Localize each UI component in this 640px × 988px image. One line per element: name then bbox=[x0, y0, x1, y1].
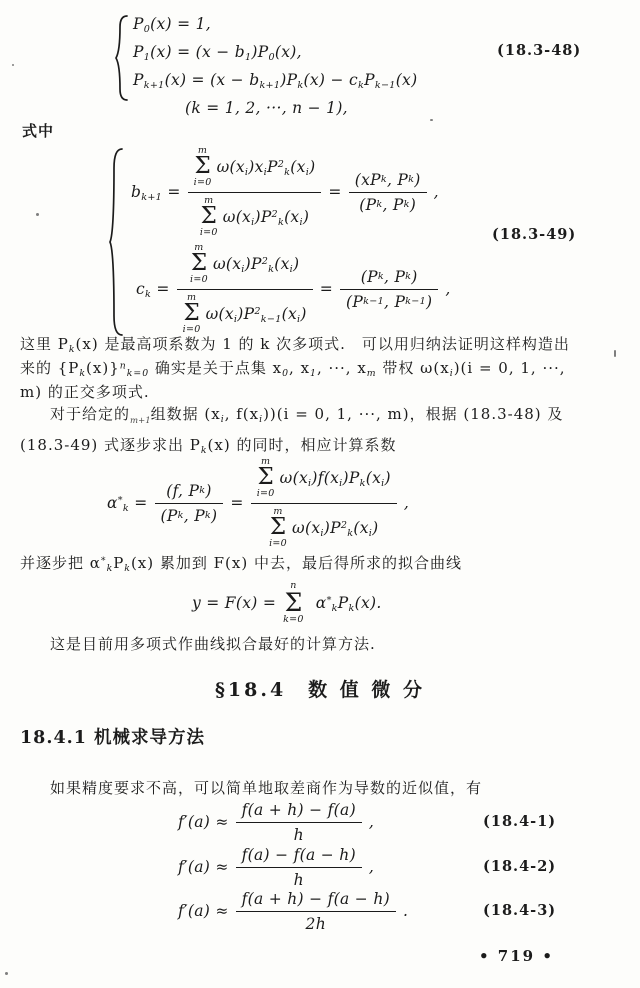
sigma-icon: Σ bbox=[183, 299, 200, 326]
deriv-den: 2h bbox=[305, 914, 326, 933]
alpha-f2-den-expr: $\omega(x_i)P^2_k(x_i)$ bbox=[292, 518, 379, 539]
equation-label-18-4-2: (18.4-2) bbox=[483, 858, 557, 875]
equals-sign: = bbox=[319, 280, 334, 298]
alpha-f1-den: (P k , P k ) bbox=[160, 506, 218, 525]
alpha-fraction-2 bbox=[251, 456, 397, 550]
eq49-b-lhs: $b_{k+1}$ = bbox=[131, 183, 181, 204]
smudged-text: m+1 bbox=[130, 416, 151, 426]
sum-upper-limit: m bbox=[204, 194, 214, 206]
sigma-icon: Σ bbox=[190, 250, 208, 277]
eq48-line3: $P_{k+1}(x) = (x - b_{k+1})P_k(x) - c_kP_{k-1}(x)$ bbox=[133, 71, 418, 92]
deriv-fraction bbox=[236, 845, 362, 890]
eq49-c-rhs-fraction bbox=[340, 267, 438, 312]
text-segment: 对于给定的 bbox=[50, 405, 131, 423]
comma: , bbox=[445, 280, 451, 298]
derivative-equation-3 bbox=[178, 889, 408, 933]
deriv-lhs: f′(a) ≈ bbox=[178, 813, 229, 831]
alpha-f2-num-expr: $\omega(x_i)f(x_i)P_k(x_i)$ bbox=[279, 469, 391, 490]
sum-lower-limit: i=0 bbox=[193, 177, 212, 189]
eq49-b-rhs-num: (xP k , P k ) bbox=[349, 170, 427, 193]
deriv-den: h bbox=[293, 825, 304, 844]
scan-speck bbox=[614, 350, 616, 357]
sum-lower-limit: k=0 bbox=[283, 613, 304, 625]
eq49-c-lhs: $c_k$ = bbox=[136, 280, 170, 301]
eq49-b-row bbox=[131, 144, 439, 240]
eq49-c-den-expr: $\omega(x_i)P^2_{k-1}(x_i)$ bbox=[205, 304, 307, 325]
eq49-c-rhs-num: (P k , P k ) bbox=[340, 267, 438, 290]
left-brace-eq48 bbox=[114, 14, 130, 102]
sum-upper-limit: n bbox=[290, 579, 297, 591]
fit-lhs: y = F(x) = bbox=[192, 594, 277, 612]
fitted-curve-equation bbox=[192, 577, 382, 629]
fit-rhs: $\alpha^*_kP_k(x)$. bbox=[315, 594, 382, 615]
comma: , bbox=[368, 858, 375, 876]
sigma-icon: Σ bbox=[194, 153, 211, 180]
deriv-lhs: f′(a) ≈ bbox=[178, 858, 229, 876]
summation bbox=[269, 507, 287, 550]
summation bbox=[257, 457, 275, 500]
equation-label-18-3-48: (18.3-48) bbox=[497, 42, 582, 59]
equation-label-18-4-1: (18.4-1) bbox=[483, 813, 557, 830]
sum-upper-limit: m bbox=[194, 241, 204, 253]
eq49-c-num-expr: $\omega(x_i)P^2_k(x_i)$ bbox=[212, 255, 300, 276]
scan-speck bbox=[12, 64, 14, 66]
comma: , bbox=[403, 494, 410, 512]
alpha-fraction-1 bbox=[155, 481, 224, 526]
sum-upper-limit: m bbox=[186, 291, 197, 303]
sum-lower-limit: i=0 bbox=[269, 537, 288, 549]
equals-sign: = bbox=[230, 494, 244, 512]
paragraph-line: 这里 $P_k(x)$ 是最高项系数为 1 的 k 次多项式. 可以用归纳法证明这样构造出 bbox=[20, 335, 570, 355]
comma: . bbox=[402, 902, 409, 920]
deriv-fraction bbox=[236, 889, 396, 934]
sum-lower-limit: i=0 bbox=[256, 488, 275, 500]
equation-label-18-4-3: (18.4-3) bbox=[483, 902, 557, 919]
sum-upper-limit: m bbox=[261, 455, 271, 467]
summation bbox=[190, 243, 208, 286]
left-brace-eq49 bbox=[108, 147, 126, 337]
where-text: 式中 bbox=[22, 122, 55, 140]
comma: , bbox=[368, 813, 375, 831]
sigma-icon: Σ bbox=[257, 464, 274, 491]
summation bbox=[283, 581, 304, 626]
paragraph-line: (18.3-49) 式逐步求出 $P_k(x)$ 的同时，相应计算系数 bbox=[20, 436, 397, 456]
derivative-equation-2 bbox=[178, 845, 374, 889]
eq48-line2: $P_1(x) = (x - b_1)P_0(x)$, bbox=[133, 43, 302, 64]
sigma-icon: Σ bbox=[269, 513, 287, 540]
comma: , bbox=[433, 183, 439, 201]
alpha-coefficient-equation bbox=[107, 457, 409, 549]
sum-lower-limit: i=0 bbox=[189, 274, 208, 286]
deriv-num: f(a) − f(a − h) bbox=[236, 845, 362, 868]
sum-upper-limit: m bbox=[273, 505, 283, 517]
eq49-c-fraction bbox=[177, 242, 313, 336]
eq48-line1: $P_0(x) = 1$, bbox=[133, 15, 212, 36]
derivative-equation-1 bbox=[178, 800, 374, 844]
eq49-b-den-expr: $\omega(x_i)P^2_k(x_i)$ bbox=[222, 207, 310, 228]
deriv-fraction bbox=[236, 800, 362, 845]
equation-label-18-3-49: (18.3-49) bbox=[492, 226, 577, 243]
deriv-lhs: f′(a) ≈ bbox=[178, 902, 229, 920]
page-number: • 719 • bbox=[479, 947, 554, 965]
paragraph-difference-quotient: 如果精度要求不高，可以简单地取差商作为导数的近似值，有 bbox=[50, 779, 483, 797]
alpha-lhs: $\alpha^*_k$ = bbox=[107, 494, 148, 515]
sigma-icon: Σ bbox=[200, 202, 217, 229]
eq48-line4: (k = 1, 2, ···, n − 1), bbox=[185, 99, 348, 117]
paragraph-given-data bbox=[20, 402, 626, 457]
summation bbox=[194, 146, 212, 189]
equation-18-3-48 bbox=[133, 10, 417, 122]
scan-speck bbox=[430, 119, 433, 121]
paragraph-best-method: 这是目前用多项式作曲线拟合最好的计算方法. bbox=[50, 635, 376, 653]
subsection-heading: 18.4.1 机械求导方法 bbox=[20, 728, 205, 748]
eq49-b-rhs-den: (P k , P k ) bbox=[359, 195, 417, 214]
paragraph-accumulate: 并逐步把 $\alpha^*_kP_k(x)$ 累加到 F(x) 中去，最后得所求的拟合曲线 bbox=[20, 554, 462, 574]
paragraph-line bbox=[20, 402, 626, 433]
section-heading: §18.4 数 值 微 分 bbox=[214, 679, 426, 701]
deriv-den: h bbox=[293, 870, 304, 889]
alpha-f1-num: (f, P k ) bbox=[155, 481, 224, 504]
eq49-b-num-expr: $\omega(x_i)x_iP^2_k(x_i)$ bbox=[216, 158, 316, 179]
summation bbox=[200, 196, 218, 239]
paragraph-orthogonal bbox=[20, 332, 626, 404]
scan-speck bbox=[5, 972, 8, 975]
summation bbox=[183, 293, 201, 336]
eq49-c-rhs-den: (P k−1 , P k−1 ) bbox=[346, 292, 433, 311]
paragraph-line: 来的 $\{P_k(x)\}^n_{k=0}$ 确实是关于点集 $x_0$, $x_1$, ···, $x_m$ 带权 $\omega(x_i)(i = 0$, 1, ···, bbox=[20, 359, 566, 379]
sum-lower-limit: i=0 bbox=[199, 226, 218, 238]
sigma-icon: Σ bbox=[284, 588, 303, 618]
eq49-c-row bbox=[136, 241, 451, 337]
sum-upper-limit: m bbox=[197, 144, 208, 156]
paragraph-line: m) 的正交多项式. bbox=[20, 383, 150, 401]
deriv-num: f(a + h) − f(a) bbox=[236, 800, 362, 823]
deriv-num: f(a + h) − f(a − h) bbox=[236, 889, 396, 912]
eq49-b-fraction bbox=[188, 145, 322, 239]
eq49-b-rhs-fraction bbox=[349, 170, 427, 215]
equals-sign: = bbox=[328, 183, 342, 201]
sum-lower-limit: i=0 bbox=[182, 323, 201, 335]
text-segment: 组数据 ($x_i$, $f(x_i))(i = 0$, 1, ···, m)，根据 (18.3-48) 及 bbox=[150, 405, 564, 425]
scan-speck bbox=[36, 213, 39, 216]
